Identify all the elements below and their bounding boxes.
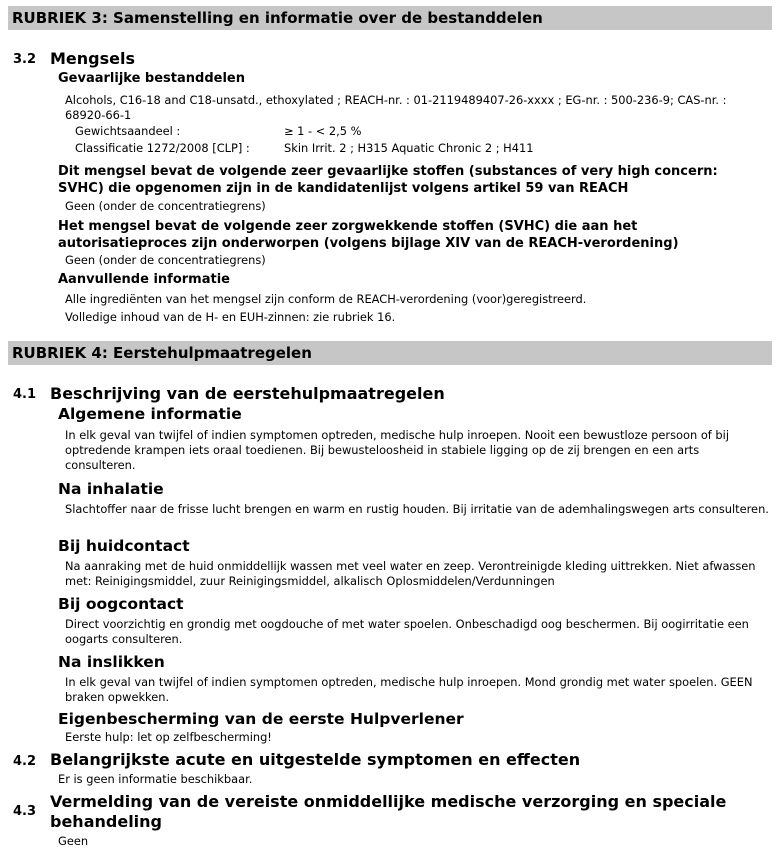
weight-value: ≥ 1 - < 2,5 % (284, 124, 362, 138)
subsection-4-3-title: Vermelding van de vereiste onmiddellijke medische verzorging en speciale behandeling (50, 792, 727, 831)
weight-label: Gewichtsaandeel : (75, 124, 181, 138)
skin-contact-text: Na aanraking met de huid onmiddellijk wassen met veel water en zeep. Verontreinigde kleding uittrekken. Niet afwassen met: Reinigingsmiddel, zuur Reinigingsmiddel, alkalisch Oplosmiddelen/Verdunningen (65, 559, 756, 588)
subsection-4-3-text: Geen (58, 834, 89, 848)
subsection-3-2-number: 3.2 (13, 52, 37, 67)
subsection-3-2-title: Mengsels (50, 49, 135, 68)
ingestion-text: In elk geval van twijfel of indien symptomen optreden, medische hulp inroepen. Mond grondig met water spoelen. GEEN braken opwekken. (65, 675, 753, 704)
additional-info-line-1: Alle ingrediënten van het mengsel zijn conform de REACH-verordening (voor)geregistreerd. (65, 292, 587, 306)
first-aider-protection-text: Eerste hulp: let op zelfbescherming! (65, 730, 272, 744)
eye-contact-heading: Bij oogcontact (58, 595, 184, 613)
subsection-4-2-text: Er is geen informatie beschikbaar. (58, 772, 253, 786)
classification-label: Classificatie 1272/2008 [CLP] : (75, 141, 250, 155)
general-info-heading: Algemene informatie (58, 405, 242, 423)
subsection-4-1-title: Beschrijving van de eerstehulpmaatregelen (50, 384, 445, 403)
subsection-4-1-number: 4.1 (13, 387, 37, 402)
subsection-4-2-title: Belangrijkste acute en uitgestelde symptomen en effecten (50, 750, 581, 769)
hazardous-components-heading: Gevaarlijke bestanddelen (58, 71, 245, 86)
subsection-4-3-number: 4.3 (13, 804, 37, 819)
section-4-header: RUBRIEK 4: Eerstehulpmaatregelen (8, 341, 772, 365)
ingestion-heading: Na inslikken (58, 653, 165, 671)
first-aider-protection-heading: Eigenbescherming van de eerste Hulpverlener (58, 710, 464, 728)
additional-info-line-2: Volledige inhoud van de H- en EUH-zinnen: zie rubriek 16. (65, 310, 396, 324)
classification-value: Skin Irrit. 2 ; H315 Aquatic Chronic 2 ; H411 (284, 141, 534, 155)
skin-contact-heading: Bij huidcontact (58, 537, 190, 555)
inhalation-heading: Na inhalatie (58, 480, 164, 498)
general-info-text: In elk geval van twijfel of indien symptomen optreden, medische hulp inroepen. Nooit een bewustloze persoon of bij optredende krampen iets oraal toedienen. Bij bewusteloosheid in stabiele ligging op de zij brengen en een arts consulteren. (65, 428, 729, 472)
authorisation-heading: Het mengsel bevat de volgende zeer zorgwekkende stoffen (SVHC) die aan het autorisatieproces zijn onderworpen (volgens bijlage XIV van de REACH-verordening) (58, 219, 679, 251)
subsection-4-2-number: 4.2 (13, 754, 37, 769)
section-3-header: RUBRIEK 3: Samenstelling en informatie over de bestanddelen (8, 6, 772, 30)
substance-description: Alcohols, C16-18 and C18-unsatd., ethoxylated ; REACH-nr. : 01-2119489407-26-xxxx ; EG-nr. : 500-236-9; CAS-nr. : 68920-66-1 (65, 93, 727, 122)
svhc-heading: Dit mengsel bevat de volgende zeer gevaarlijke stoffen (substances of very high concern: SVHC) die opgenomen zijn in de kandidatenlijst volgens artikel 59 van REACH (58, 164, 718, 196)
inhalation-text: Slachtoffer naar de frisse lucht brengen en warm en rustig houden. Bij irritatie van de ademhalingswegen arts consulteren. (65, 502, 769, 516)
additional-info-heading: Aanvullende informatie (58, 272, 230, 287)
authorisation-value: Geen (onder de concentratiegrens) (65, 253, 266, 267)
svhc-value: Geen (onder de concentratiegrens) (65, 199, 266, 213)
eye-contact-text: Direct voorzichtig en grondig met oogdouche of met water spoelen. Onbeschadigd oog beschermen. Bij oogirritatie een oogarts consulteren. (65, 617, 749, 646)
